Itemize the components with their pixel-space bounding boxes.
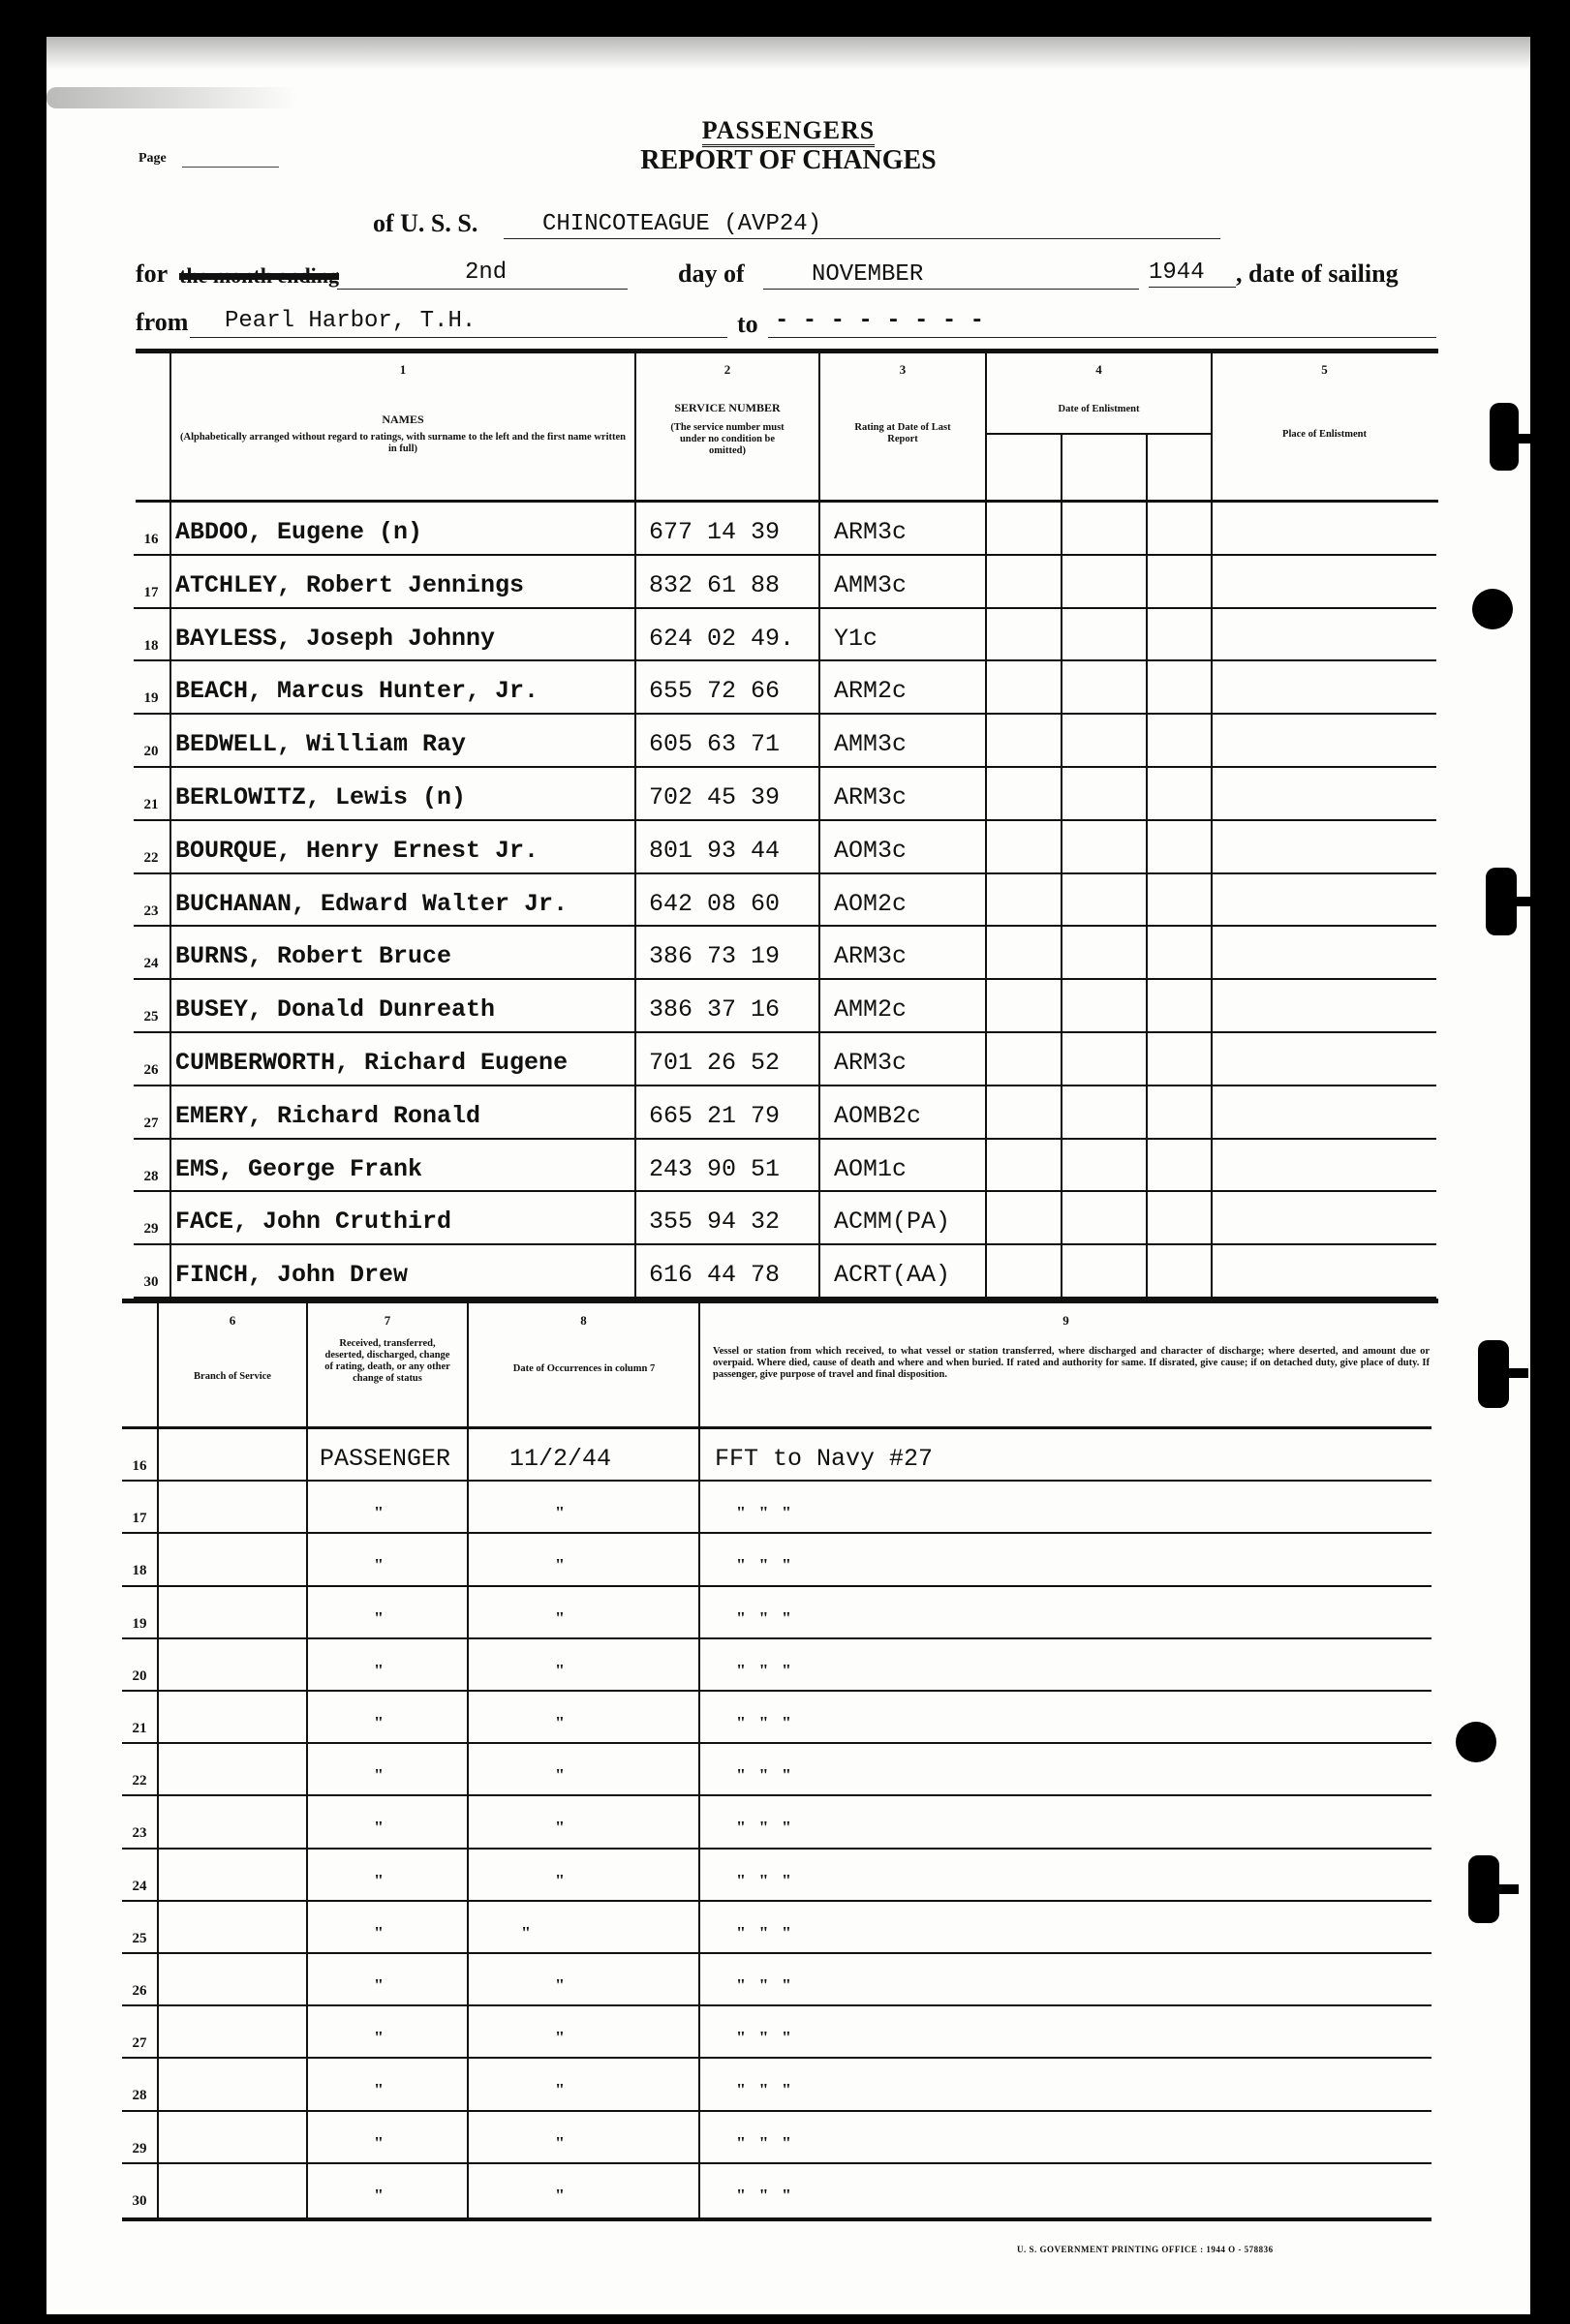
disposition: " " " [736,2028,791,2048]
disposition: " " " [736,2185,791,2205]
col-rating-header: Rating at Date of Last Report [854,422,951,444]
disposition: " " " [736,1975,791,1995]
table-row [46,1639,1530,1692]
col-5-number: 5 [1321,362,1328,377]
table-row [46,1744,1530,1796]
table-row [46,1140,1530,1193]
col-branch-header: Branch of Service [194,1371,271,1382]
service-number: 702 45 39 [649,783,781,811]
row-number: 27 [132,2035,147,2052]
disposition: FFT to Navy #27 [715,1445,934,1473]
day-of-label: day of [678,260,745,288]
table-row [46,1429,1530,1482]
col-3-number: 3 [899,362,907,377]
passenger-name: BEACH, Marcus Hunter, Jr. [175,677,539,706]
year-underline [1149,287,1236,288]
disposition: " " " [736,2132,791,2153]
punch-hole [1472,589,1513,629]
col-date-header: Date of Occurrences in column 7 [512,1363,656,1374]
row-number: 17 [132,1511,147,1527]
row-number: 21 [132,1721,147,1736]
passenger-name: EMS, George Frank [175,1154,423,1183]
passenger-name: ABDOO, Eugene (n) [175,518,423,546]
rating: ARM3c [834,783,908,811]
occurrence-date: " [555,2132,565,2153]
passenger-name: BUCHANAN, Edward Walter Jr. [175,889,569,918]
from-label: from [136,308,189,336]
col-6-number: 6 [229,1313,236,1328]
row-number: 27 [143,1115,159,1131]
col-7-number: 7 [384,1313,391,1328]
date-of-sailing-label: , date of sailing [1236,260,1399,288]
table-row [46,927,1530,980]
row-number: 28 [132,2088,147,2104]
col-service-subheader: (The service number must under no condition be omitted) [670,422,785,456]
binder-clip [1514,434,1533,443]
table-row [46,715,1530,768]
lower-table-bottom-rule [122,2217,1431,2221]
rating: AMM3c [834,730,908,759]
disposition: " " " [736,1503,791,1523]
table-row [46,980,1530,1033]
disposition: " " " [736,1607,791,1628]
table-row [46,1692,1530,1744]
disposition: " " " [736,1660,791,1680]
occurrence-date: " [555,1503,565,1523]
service-number: 701 26 52 [649,1049,781,1077]
rating: AMM2c [834,995,908,1024]
col-4-number: 4 [1095,362,1102,377]
rating: ACRT(AA) [834,1261,951,1290]
col-names-subheader: (Alphabetically arranged without regard to ratings, with surname to the left and the first name written in full) [179,432,626,454]
rating: AOMB2c [834,1101,922,1130]
table-row [46,1482,1530,1534]
occurrence-date: 11/2/44 [509,1445,612,1473]
passenger-name: EMERY, Richard Ronald [175,1101,481,1130]
row-number: 26 [132,1983,147,1999]
table-row [46,556,1530,609]
status-change: " [374,2185,384,2205]
row-number: 20 [132,1667,147,1684]
passenger-name: BERLOWITZ, Lewis (n) [175,783,467,811]
row-number: 17 [143,584,159,600]
row-number: 18 [143,637,159,654]
table-row [46,1587,1530,1639]
year-value: 1944 [1149,260,1205,286]
month-underline [763,289,1139,290]
disposition: " " " [736,1713,791,1732]
binder-clip [1497,1884,1519,1894]
col-disposition-header: Vessel or station from which received, to what vessel or station transferred, where discharged and character of discharge; where deserted, and amount due or overpaid. Where died, cause of death and where and when buried. If rated and authority for same. If disrated, give cause; if on detached duty, give place of duty. If passenger, give purpose of travel and final disposition. [713,1346,1430,1380]
occurrence-date: " [555,1975,565,1995]
ship-label: of U. S. S. [373,209,478,237]
status-change: " [374,1975,384,1995]
from-underline [190,337,727,338]
row-number: 25 [132,1930,147,1946]
form-title-passengers: PASSENGERS [46,116,1530,145]
col-enlistment-header: Date of Enlistment [1058,404,1140,414]
from-value: Pearl Harbor, T.H. [225,308,477,334]
table-row [46,2059,1530,2111]
disposition: " " " [736,1555,791,1575]
table-row [46,2006,1530,2059]
disposition: " " " [736,1818,791,1838]
occurrence-date: " [555,1713,565,1732]
table-row [46,874,1530,928]
punch-hole [1456,1722,1496,1762]
binder-clip [1507,1368,1528,1378]
rating: AMM3c [834,570,908,599]
status-change: " [374,1765,384,1786]
rating: ARM3c [834,1049,908,1077]
lower-table-top-rule [122,1299,1438,1303]
to-label: to [737,310,758,338]
table-row [46,821,1530,874]
col-status-header: Received, transferred, deserted, discharged, change of rating, death, or any other change of status [324,1338,450,1384]
col-place-header: Place of Enlistment [1282,429,1367,440]
passenger-name: BEDWELL, William Ray [175,730,467,759]
service-number: 832 61 88 [649,570,781,599]
service-number: 243 90 51 [649,1154,781,1183]
enlistment-subrule [985,433,1213,435]
col-8-number: 8 [580,1313,587,1328]
service-number: 386 37 16 [649,995,781,1024]
binder-clip [1514,897,1533,906]
status-change: " [374,2132,384,2153]
rating: ARM3c [834,942,908,971]
col-service-header: SERVICE NUMBER [674,401,781,414]
occurrence-date: " [555,1870,565,1890]
page-label: Page [139,151,167,166]
service-number: 642 08 60 [649,889,781,918]
row-number: 21 [143,797,159,812]
rating: ARM2c [834,677,908,706]
occurrence-date: " [555,1660,565,1680]
table-row [46,609,1530,662]
passenger-name: FINCH, John Drew [175,1261,409,1290]
status-change: " [374,1660,384,1680]
passenger-name: ATCHLEY, Robert Jennings [175,570,525,599]
service-number: 386 73 19 [649,942,781,971]
table-row [46,2164,1530,2217]
service-number: 801 93 44 [649,836,781,865]
status-change: " [374,1713,384,1732]
table-row [46,503,1530,556]
ship-underline [504,238,1220,239]
rating: Y1c [834,624,878,653]
service-number: 665 21 79 [649,1101,781,1130]
table-top-rule [136,349,1438,353]
occurrence-date: " [555,1607,565,1628]
row-number: 30 [132,2192,147,2209]
row-number: 19 [143,690,159,707]
col-2-number: 2 [723,362,731,377]
service-number: 624 02 49. [649,624,795,653]
row-number: 28 [143,1168,159,1184]
rating: ARM3c [834,518,908,546]
passenger-name: FACE, John Cruthird [175,1208,452,1237]
rating: AOM3c [834,836,908,865]
row-number: 26 [143,1062,159,1078]
table-row [46,1902,1530,1954]
passenger-name: BAYLESS, Joseph Johnny [175,624,496,653]
to-underline [768,337,1436,338]
table-row [46,1954,1530,2006]
status-change: " [374,1870,384,1890]
ship-name: CHINCOTEAGUE (AVP24) [542,211,822,237]
month-value: NOVEMBER [812,261,924,288]
passenger-name: BOURQUE, Henry Ernest Jr. [175,836,539,865]
occurrence-date: " [555,2185,565,2205]
table-row [46,1534,1530,1586]
form-title: REPORT OF CHANGES [640,145,937,175]
form-paper [46,37,1530,2314]
row-number: 18 [132,1563,147,1579]
row-number: 30 [143,1274,159,1291]
row-number: 16 [132,1458,147,1474]
occurrence-date: " [555,2028,565,2048]
day-underline [337,289,628,290]
table-row [46,2112,1530,2164]
table-row [46,1245,1530,1299]
to-value: - - - - - - - - [775,308,985,334]
passenger-name: BUSEY, Donald Dunreath [175,995,496,1024]
table-row [46,1086,1530,1140]
col-names-header: NAMES [382,413,424,426]
disposition: " " " [736,1870,791,1890]
status-change: " [374,2028,384,2048]
table-row [46,661,1530,715]
rating: AOM2c [834,889,908,918]
service-number: 355 94 32 [649,1208,781,1237]
table-row [46,1192,1530,1245]
status-change: " [374,1555,384,1575]
col-9-number: 9 [1062,1313,1069,1328]
scan-smudge [46,37,1530,70]
row-number: 23 [132,1825,147,1842]
row-number: 22 [132,1773,147,1789]
status-change: " [374,1607,384,1628]
row-number: 22 [143,849,159,866]
service-number: 605 63 71 [649,730,781,759]
printer-imprint: U. S. GOVERNMENT PRINTING OFFICE : 1944 O - 578836 [1017,2245,1274,2254]
status-change: PASSENGER [320,1445,451,1473]
row-number: 29 [143,1221,159,1238]
disposition: " " " [736,1765,791,1786]
row-number: 16 [143,532,159,547]
row-number: 23 [143,902,159,919]
binder-clip [1478,1340,1509,1408]
row-number: 29 [132,2140,147,2156]
service-number: 655 72 66 [649,677,781,706]
row-number: 19 [132,1615,147,1632]
table-row [46,1033,1530,1086]
row-number: 24 [143,956,159,972]
passenger-name: CUMBERWORTH, Richard Eugene [175,1049,569,1077]
occurrence-date: " [555,1818,565,1838]
status-change: " [374,1503,384,1523]
occurrence-date: " [555,2080,565,2100]
day-value: 2nd [465,260,508,286]
table-row [46,1850,1530,1902]
service-number: 677 14 39 [649,518,781,546]
service-number: 616 44 78 [649,1261,781,1290]
occurrence-date: " [555,1555,565,1575]
rating: ACMM(PA) [834,1208,951,1237]
col-1-number: 1 [399,362,407,377]
occurrence-date: " [555,1765,565,1786]
row-number: 20 [143,744,159,760]
table-row [46,768,1530,821]
status-change: " [374,1922,384,1942]
for-label: for [136,260,169,288]
row-number: 24 [132,1878,147,1894]
occurrence-date: " [521,1922,531,1942]
rating: AOM1c [834,1154,908,1183]
disposition: " " " [736,2080,791,2100]
status-change: " [374,1818,384,1838]
row-number: 25 [143,1009,159,1025]
binder-clip [1468,1855,1499,1923]
passenger-name: BURNS, Robert Bruce [175,942,452,971]
disposition: " " " [736,1922,791,1942]
scan-smudge [46,87,298,108]
table-row [46,1796,1530,1849]
binder-clip [1486,868,1517,935]
struck-out-text: the month ending [179,263,340,288]
status-change: " [374,2080,384,2100]
